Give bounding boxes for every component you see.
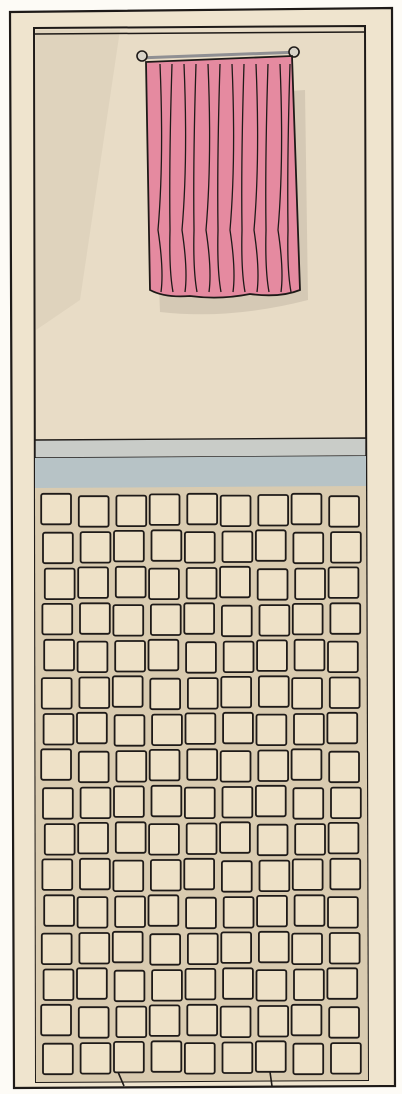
wall-tile — [42, 934, 72, 965]
wall-tile — [260, 605, 290, 636]
wall-tile — [292, 678, 322, 709]
wall-tile — [79, 1007, 109, 1037]
wall-tile — [331, 1043, 361, 1074]
wall-tile — [186, 642, 216, 673]
wall-tile — [152, 1041, 182, 1072]
wall-tile — [258, 495, 288, 526]
wall-tile — [295, 569, 325, 600]
wall-tile — [223, 532, 253, 563]
wall-tile — [81, 532, 111, 563]
wall-tile — [257, 715, 287, 746]
wall-tile — [224, 642, 254, 673]
wall-tile — [152, 715, 182, 746]
wall-tile — [328, 897, 358, 928]
wall-tile — [220, 822, 250, 853]
wall-tile — [113, 861, 143, 892]
wall-tile — [256, 530, 286, 561]
wall-tile — [185, 788, 215, 819]
wall-tile — [79, 752, 109, 783]
wall-tile — [44, 714, 74, 745]
wall-tile — [292, 749, 322, 780]
wall-tile — [184, 603, 214, 634]
wall-tile — [220, 567, 250, 598]
wall-tile — [45, 824, 75, 855]
wall-tile — [256, 786, 286, 817]
wall-tile — [41, 1005, 71, 1036]
wall-tile — [330, 859, 360, 890]
wall-tile — [186, 898, 216, 929]
wall-tile — [293, 533, 323, 564]
wall-tile — [257, 640, 287, 671]
wall-tile — [187, 1005, 217, 1036]
wall-tile — [330, 678, 360, 709]
wall-tile — [258, 1006, 288, 1037]
wall-tile — [329, 823, 359, 854]
wall-tile — [115, 897, 145, 928]
wall-tile — [327, 713, 357, 744]
wall-tile — [113, 932, 143, 963]
wall-tile — [187, 568, 217, 599]
wall-tile — [327, 968, 357, 999]
wall-tile — [114, 1042, 144, 1073]
wall-tile — [150, 1005, 180, 1036]
wall-tile — [113, 676, 143, 707]
wall-tile — [114, 786, 144, 817]
wall-tile — [44, 895, 74, 926]
wall-tile — [331, 788, 361, 819]
wall-tile — [294, 970, 324, 1001]
wall-tile — [41, 494, 71, 525]
wall-tile — [259, 676, 289, 707]
wall-tile — [223, 713, 253, 744]
wall-tile — [184, 859, 214, 890]
wall-tile — [295, 824, 325, 855]
wall-tile — [149, 895, 179, 926]
wall-tile — [42, 859, 72, 890]
wall-tile — [78, 642, 108, 673]
wall-tile — [293, 604, 323, 635]
wall-tile — [150, 494, 180, 525]
wall-tile — [293, 788, 323, 819]
wall-tile — [42, 678, 72, 709]
wall-tile — [331, 532, 361, 563]
wall-tile — [116, 751, 146, 782]
wall-tile — [116, 822, 146, 853]
wall-tile — [330, 933, 360, 964]
towel — [146, 56, 300, 298]
wall-tile — [258, 751, 288, 782]
wall-tile — [43, 1044, 73, 1075]
wall-tile — [185, 1043, 215, 1074]
wall-tile — [258, 569, 288, 600]
wall-tile — [294, 714, 324, 745]
wall-tile — [329, 752, 359, 783]
wall-tile — [150, 679, 180, 710]
wall-tile — [222, 861, 252, 892]
wall-tile — [292, 494, 322, 525]
wall-tile — [114, 531, 144, 562]
wall-tile — [115, 715, 145, 746]
wall-tile — [188, 678, 218, 709]
wall-tile — [79, 496, 109, 527]
wall-tile — [221, 677, 251, 708]
wall-tile — [77, 968, 107, 999]
wall-tile — [257, 896, 287, 927]
wall-tile — [292, 1005, 322, 1036]
wall-tile — [79, 933, 109, 964]
wall-tile — [150, 934, 180, 965]
wall-tile — [222, 606, 252, 637]
wall-tile — [330, 603, 360, 634]
ledge-top — [35, 438, 366, 458]
wall-tile — [260, 861, 290, 892]
wall-tile — [149, 640, 179, 671]
wall-tile — [221, 751, 251, 782]
wall-tile — [187, 494, 217, 525]
wall-tile — [151, 605, 181, 636]
wall-tile — [329, 496, 359, 527]
wall-tile — [113, 605, 143, 636]
wall-tile — [42, 604, 72, 635]
wall-tile — [223, 1043, 253, 1074]
wall-tile — [149, 824, 179, 855]
wall-tile — [185, 532, 215, 563]
wall-tile — [152, 786, 182, 817]
wall-tile — [152, 530, 182, 561]
wall-tile — [295, 640, 325, 671]
wall-tile — [223, 787, 253, 818]
wall-tile — [223, 968, 253, 999]
wall-tile — [150, 750, 180, 781]
wall-tile — [78, 567, 108, 598]
wall-tile — [259, 932, 289, 963]
wall-tile — [41, 749, 71, 780]
wall-tile — [81, 1043, 111, 1074]
wall-tile — [329, 567, 359, 598]
wall-tile — [292, 934, 322, 965]
wall-tile — [116, 1007, 146, 1038]
wall-tile — [80, 859, 110, 890]
rail-bracket-left — [137, 51, 147, 61]
wall-tile — [293, 1044, 323, 1075]
wall-tile — [329, 1007, 359, 1037]
wall-tile — [187, 749, 217, 780]
wall-tile — [187, 824, 217, 855]
wall-tile — [258, 825, 288, 856]
wall-tile — [221, 932, 251, 963]
wall-tile — [44, 640, 74, 671]
wall-tile — [78, 897, 108, 928]
wall-tile — [80, 603, 110, 634]
wall-tile — [116, 496, 146, 526]
wall-tile — [115, 641, 145, 672]
wall-tile — [257, 970, 287, 1001]
wall-tile — [77, 713, 107, 744]
wall-tile — [152, 970, 182, 1001]
wall-tile — [256, 1041, 286, 1072]
wall-tile — [79, 678, 109, 709]
wall-tile — [44, 970, 74, 1001]
wall-tile — [81, 788, 111, 819]
wall-tile — [43, 788, 73, 819]
wall-tile — [328, 642, 358, 673]
wall-tile — [43, 533, 73, 564]
wall-tile — [295, 895, 325, 926]
wall-tile — [151, 860, 181, 891]
wall-tile — [149, 569, 179, 600]
wall-tile — [45, 569, 75, 600]
wall-tile — [293, 859, 323, 890]
wall-tile — [188, 934, 218, 965]
wall-tile — [115, 971, 145, 1002]
wall-tile — [221, 496, 251, 526]
wall-tile — [221, 1007, 251, 1038]
wall-tile — [224, 897, 254, 928]
wall-tile — [186, 969, 216, 1000]
wall-tile — [78, 823, 108, 854]
wall-tile — [116, 567, 146, 598]
wall-tile — [186, 713, 216, 744]
